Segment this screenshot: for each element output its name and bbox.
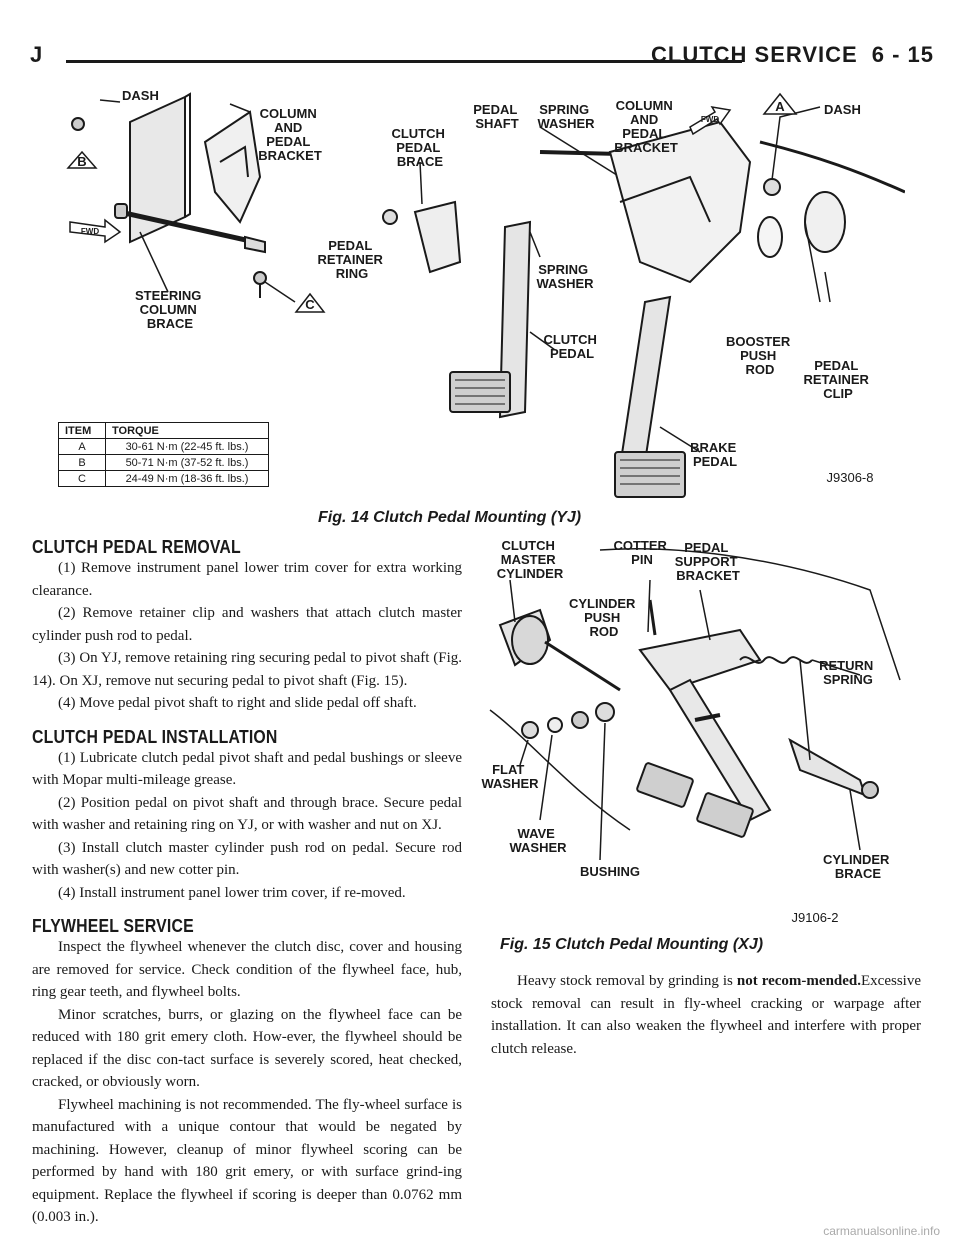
- section-title: CLUTCH SERVICE: [651, 42, 858, 67]
- label-cylinder-push-rod: CYLINDER PUSH ROD: [568, 596, 636, 639]
- label-pedal-shaft: PEDAL SHAFT: [473, 102, 519, 131]
- torque-table-header: [59, 423, 269, 439]
- removal-step: (1) Remove instrument panel lower trim cover for extra working clearance.: [32, 560, 462, 599]
- fig15-illustration: [470, 530, 915, 930]
- flywheel-heading: FLYWHEEL SERVICE: [32, 916, 194, 936]
- label-column-pedal-bracket-left: COLUMN AND PEDAL BRACKET: [258, 106, 322, 163]
- p4-pre: Heavy stock removal by grinding is: [517, 973, 737, 989]
- fig14-caption: Fig. 14 Clutch Pedal Mounting (YJ): [318, 509, 582, 526]
- torque-table: [58, 422, 269, 487]
- label-dash-right: DASH: [824, 102, 861, 117]
- label-clutch-master-cylinder: CLUTCH MASTER CYLINDER: [496, 538, 564, 581]
- label-cylinder-brace: CYLINDER BRACE: [822, 852, 890, 881]
- label-wave-washer: WAVE WASHER: [509, 826, 567, 855]
- label-pedal-retainer-clip: PEDAL RETAINER CLIP: [803, 358, 869, 401]
- label-clutch-pedal-brace: CLUTCH PEDAL BRACE: [391, 126, 445, 169]
- svg-text:FWD: FWD: [700, 115, 720, 124]
- torque-value: 24-49 N·m (18-36 ft. lbs.): [106, 471, 269, 487]
- torque-item: B: [59, 455, 106, 471]
- svg-text:C: C: [305, 297, 315, 312]
- fwd-arrow-icon: [70, 220, 120, 242]
- installation-step: (1) Lubricate clutch pedal pivot shaft and pedal bushings or sleeve with Mopar multi-mileage grease.: [32, 749, 462, 788]
- installation-step: (2) Position pedal on pivot shaft and through brace. Secure pedal with washer and retaining ring on YJ, or with washer and nut on XJ.: [32, 794, 462, 833]
- label-pedal-retainer-ring: PEDAL RETAINER RING: [317, 238, 383, 281]
- torque-item: A: [59, 439, 106, 455]
- label-return-spring: RETURN SPRING: [819, 658, 874, 687]
- table-row: [59, 471, 269, 487]
- label-pedal-support-bracket: PEDAL SUPPORT BRACKET: [674, 540, 740, 583]
- installation-step: (4) Install instrument panel lower trim cover, if re-moved.: [58, 884, 406, 901]
- table-row: [59, 439, 269, 455]
- torque-value: 50-71 N·m (37-52 ft. lbs.): [106, 455, 269, 471]
- right-column: [491, 970, 921, 1060]
- label-booster-push-rod: BOOSTER PUSH ROD: [726, 334, 791, 377]
- torque-header-item: ITEM: [59, 423, 106, 439]
- header-rule: [66, 60, 742, 63]
- p4-post: Excessive stock removal can result in fly-wheel cracking or warpage after installation. It can also weaken the flywheel and interfere with proper clutch release.: [491, 973, 921, 1057]
- removal-heading: CLUTCH PEDAL REMOVAL: [32, 537, 241, 557]
- label-spring-washer-mid: SPRING WASHER: [536, 262, 594, 291]
- flywheel-paragraph: Minor scratches, burrs, or glazing on the flywheel face can be reduced with 180 grit emery cloth. How-ever, the flywheel should be replaced if the disc con-tact surface is severely scored, heat checked, cracked, or obviously worn.: [32, 1006, 462, 1090]
- label-clutch-pedal: CLUTCH PEDAL: [543, 332, 597, 361]
- label-column-pedal-bracket-right: COLUMN AND PEDAL BRACKET: [614, 98, 678, 155]
- fig15-caption: Fig. 15 Clutch Pedal Mounting (XJ): [500, 936, 764, 953]
- svg-text:FWD: FWD: [80, 227, 100, 236]
- flywheel-paragraph: Inspect the flywheel whenever the clutch disc, cover and housing are removed for service. Check condition of the flywheel face, hub, ring gear teeth, and flywheel bolts.: [32, 939, 462, 1000]
- label-flat-washer: FLAT WASHER: [481, 762, 539, 791]
- torque-value: 30-61 N·m (22-45 ft. lbs.): [106, 439, 269, 455]
- torque-header-torque: TORQUE: [106, 423, 269, 439]
- label-cotter-pin: COTTER PIN: [613, 538, 667, 567]
- label-dash-left: DASH: [122, 88, 159, 103]
- page-number: 6 - 15: [871, 42, 934, 67]
- installation-step: (3) Install clutch master cylinder push rod on pedal. Secure rod with washer(s) and new cotter pin.: [32, 839, 462, 878]
- section-letter: J: [30, 42, 44, 67]
- removal-step: (2) Remove retainer clip and washers that attach clutch master cylinder push rod to pedal.: [32, 605, 462, 644]
- label-steering-column-brace: STEERING COLUMN BRACE: [134, 288, 202, 331]
- label-bushing: BUSHING: [580, 864, 640, 879]
- removal-step: (4) Move pedal pivot shaft to right and slide pedal off shaft.: [58, 695, 417, 711]
- installation-heading: CLUTCH PEDAL INSTALLATION: [32, 726, 278, 747]
- label-brake-pedal: BRAKE PEDAL: [690, 440, 738, 469]
- callout-c-marker: [296, 294, 324, 312]
- watermark: carmanualsonline.info: [823, 1224, 940, 1238]
- p4-bold: not recom-mended.: [736, 973, 862, 989]
- callout-b-marker: [68, 152, 96, 169]
- table-row: [59, 455, 269, 471]
- label-spring-washer-top: SPRING WASHER: [537, 102, 595, 131]
- fig15-drawing: [490, 549, 900, 860]
- callout-a-marker: [764, 94, 796, 114]
- left-column: [32, 537, 462, 1229]
- torque-item: C: [59, 471, 106, 487]
- flywheel-paragraph-p4: [491, 970, 921, 1060]
- flywheel-paragraph-p3: Flywheel machining is not recommended. The fly-wheel surface is manufactured with a unique contour that would be negated by machining. However, cleanup of minor flywheel scoring can be performed by hand with 180 grit emery, or with surface grind-ing equipment. Replace the flywheel if scoring is deeper than 0.0762 mm (0.003 in.).: [32, 1096, 462, 1225]
- page-header: [0, 0, 960, 80]
- svg-text:A: A: [775, 99, 785, 114]
- svg-text:B: B: [77, 154, 87, 169]
- header-title-group: [651, 42, 934, 68]
- fig15-number: J9106-2: [791, 910, 839, 925]
- fig14-number: J9306-8: [826, 470, 874, 485]
- removal-step: (3) On YJ, remove retaining ring securing pedal to pivot shaft (Fig. 14). On XJ, remove nut securing pedal to pivot shaft (Fig. 15).: [32, 650, 462, 689]
